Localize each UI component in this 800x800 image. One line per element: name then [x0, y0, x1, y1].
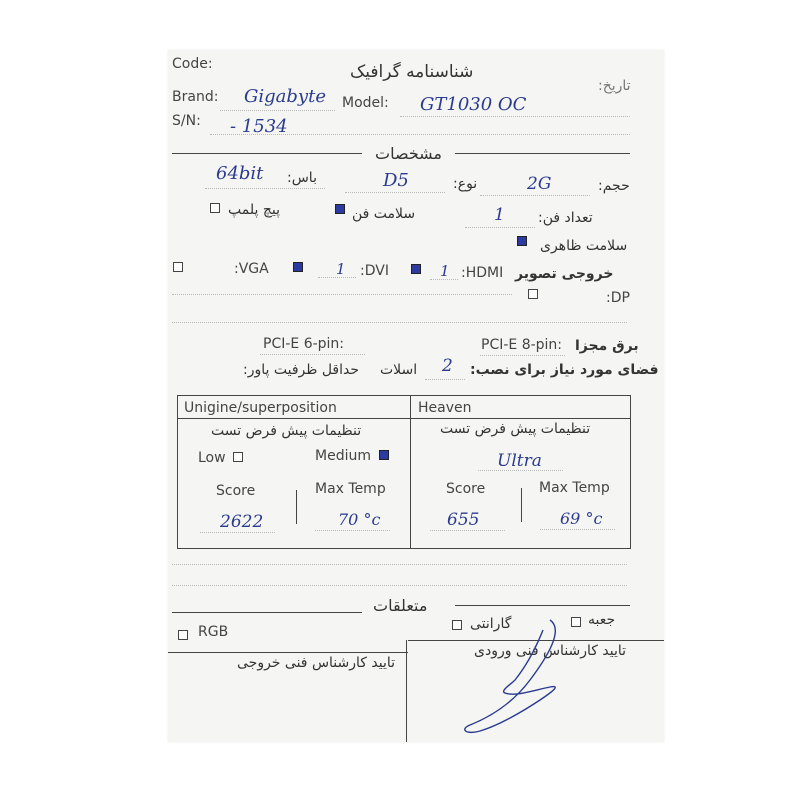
screw-label: پیچ پلمپ [228, 202, 280, 218]
unigine-low-label: Low [198, 450, 226, 466]
bus-label: باس: [287, 170, 317, 186]
model-label: Model: [342, 95, 389, 111]
unigine-settings-label: تنظیمات پیش فرض تست [211, 423, 362, 439]
heaven-settings-label: تنظیمات پیش فرض تست [440, 421, 591, 437]
rgb-label: RGB [198, 624, 229, 640]
fan-health-checkbox[interactable] [335, 204, 345, 214]
heaven-preset-value: Ultra [497, 451, 542, 471]
space-label: فضای مورد نیاز برای نصب: [470, 362, 659, 378]
unigine-title: Unigine/superposition [184, 400, 337, 416]
specs-title: مشخصات [375, 144, 442, 163]
dp-checkbox[interactable] [528, 289, 538, 299]
warranty-label: گارانتی [470, 616, 512, 632]
date-label: تاریخ: [598, 78, 631, 94]
dvi-label: :DVI [360, 263, 389, 279]
heaven-score-label: Score [446, 481, 486, 497]
entry-approval-label: تایید کارشناس فنی ورودی [474, 643, 627, 659]
space-value: 2 [442, 356, 453, 376]
power-label: برق مجزا [575, 338, 639, 354]
unigine-temp-value: 70 °c [338, 510, 381, 529]
specs-rule-left [172, 153, 362, 154]
accessories-rule-right [455, 605, 630, 606]
hdmi-label: :HDMI [461, 265, 504, 281]
volume-label: حجم: [598, 178, 630, 194]
accessories-title: متعلقات [373, 596, 428, 615]
type-label: نوع: [453, 176, 478, 192]
exit-approval-label: تایید کارشناس فنی خروجی [237, 655, 396, 671]
fan-health-label: سلامت فن [352, 206, 416, 222]
heaven-temp-underline [540, 529, 615, 530]
extra-output-checkbox[interactable] [173, 262, 183, 272]
type-underline [345, 192, 445, 193]
unigine-low-checkbox[interactable] [233, 452, 243, 462]
box-label: جعبه [588, 612, 616, 628]
unigine-score-value: 2622 [220, 512, 264, 532]
fan-count-underline [465, 227, 535, 228]
hdmi-count-underline [430, 279, 458, 280]
blank-line-2 [172, 564, 627, 565]
approval-rule-left [168, 652, 408, 653]
volume-value: 2G [527, 174, 552, 194]
fan-count-label: تعداد فن: [538, 210, 593, 226]
heaven-score-value: 655 [447, 510, 480, 530]
heaven-preset-underline [478, 470, 563, 471]
benchmark-header-rule [177, 418, 631, 419]
unigine-score-underline [200, 532, 275, 533]
volume-underline [480, 195, 590, 196]
type-value: D5 [383, 170, 409, 191]
heaven-title: Heaven [418, 400, 472, 416]
unigine-score-label: Score [216, 483, 256, 499]
appearance-checkbox[interactable] [517, 236, 527, 246]
pcie-8pin-label: PCI-E 8-pin: [481, 337, 563, 353]
screw-checkbox[interactable] [210, 203, 220, 213]
sn-value: - 1534 [230, 116, 288, 137]
outputs-underline [172, 294, 512, 295]
outputs-label: خروجی تصویر [515, 266, 614, 282]
pcie-8pin-underline [480, 355, 565, 356]
blank-line-3 [172, 585, 627, 586]
unigine-temp-label: Max Temp [315, 481, 386, 497]
model-underline [400, 116, 630, 117]
unigine-medium-label: Medium [315, 448, 371, 464]
slots-label: اسلات [380, 362, 418, 378]
brand-label: Brand: [172, 89, 219, 105]
appearance-label: سلامت ظاهری [540, 238, 628, 254]
rgb-checkbox[interactable] [178, 630, 188, 640]
pcie-6pin-label: PCI-E 6-pin: [263, 336, 345, 352]
sn-label: S/N: [172, 113, 201, 129]
dvi-checkbox[interactable] [411, 264, 421, 274]
pcie-6pin-underline [260, 354, 365, 355]
blank-line-1 [172, 322, 627, 323]
bus-underline [205, 188, 325, 189]
dp-label: :DP [606, 290, 630, 306]
unigine-medium-checkbox[interactable] [379, 450, 389, 460]
dvi-count-underline [318, 277, 356, 278]
model-value: GT1030 OC [420, 94, 527, 115]
dvi-count: 1 [336, 260, 346, 278]
brand-underline [220, 110, 335, 111]
bus-value: 64bit [216, 163, 264, 184]
heaven-score-underline [430, 530, 505, 531]
unigine-score-divider [296, 490, 297, 524]
min-power-label: حداقل ظرفیت پاور: [243, 362, 360, 378]
code-label: Code: [172, 56, 213, 72]
brand-value: Gigabyte [244, 86, 326, 107]
vga-label: :VGA [234, 261, 269, 277]
signature [455, 615, 575, 740]
fan-count-value: 1 [494, 205, 505, 225]
unigine-temp-underline [315, 530, 390, 531]
accessories-rule-left [172, 612, 362, 613]
vga-checkbox[interactable] [293, 262, 303, 272]
heaven-temp-label: Max Temp [539, 480, 610, 496]
heaven-score-divider [521, 488, 522, 522]
form-title: شناسنامه گرافیک [350, 62, 474, 82]
hdmi-count: 1 [440, 262, 450, 280]
approval-divider [406, 640, 407, 742]
sn-underline [210, 134, 630, 135]
heaven-temp-value: 69 °c [560, 509, 603, 528]
specs-rule-right [455, 153, 630, 154]
space-underline [425, 379, 465, 380]
